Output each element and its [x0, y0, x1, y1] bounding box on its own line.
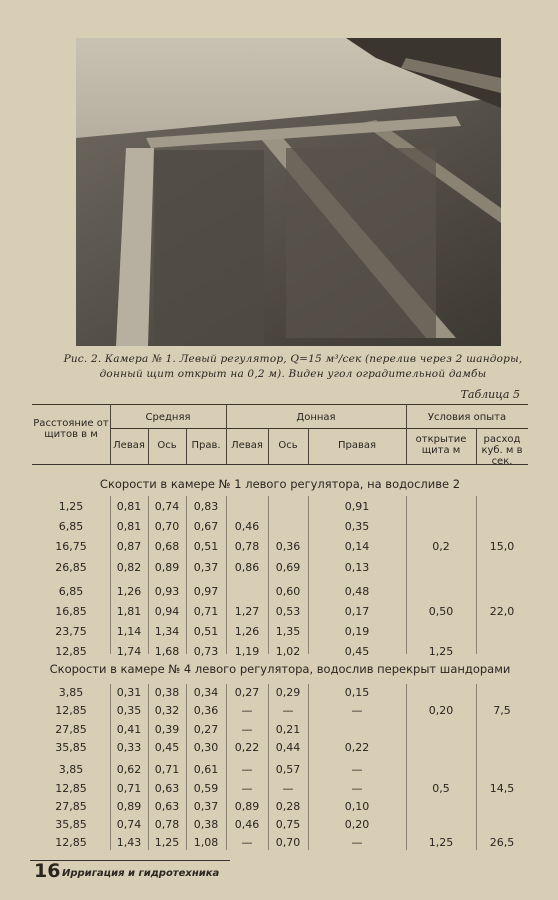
col-sep	[406, 684, 407, 850]
cell-distance: 12,85	[55, 704, 87, 718]
header-average: Средняя	[145, 412, 191, 423]
cell-bottom-right: 0,14	[344, 540, 370, 554]
header-avg-axis: Ось	[157, 440, 177, 451]
cell-avg-right: 0,37	[193, 560, 219, 574]
cell-avg-left: 0,41	[116, 722, 142, 736]
cell-bottom-right: 0,22	[344, 740, 370, 754]
cell-bottom-left: —	[241, 781, 253, 795]
cell-bottom-left: —	[241, 704, 253, 718]
page-number: 16	[34, 860, 61, 882]
col-sep	[186, 496, 187, 654]
col-sep	[406, 404, 407, 464]
col-sep	[148, 428, 149, 464]
cell-avg-left: 1,14	[116, 625, 142, 639]
cell-bottom-right: 0,20	[344, 818, 370, 832]
journal-title: Ирригация и гидротехника	[62, 868, 220, 879]
col-sep	[476, 684, 477, 850]
cell-avg-right: 0,30	[193, 740, 219, 754]
header-avg-left: Левая	[113, 440, 145, 451]
figure-caption: Рис. 2. Камера № 1. Левый регулятор, Q=15 м³/сек (перелив через 2 шандоры, донный щит открыт на 0,2 м). Виден угол оградительной дамбы	[63, 353, 523, 380]
header-discharge: расход куб. м в сек.	[481, 434, 523, 467]
figure-photo	[76, 38, 501, 346]
header-bottom-left: Левая	[231, 440, 263, 451]
cell-gate-opening: 0,50	[428, 605, 454, 618]
cell-avg-left: 0,82	[116, 560, 142, 574]
cell-gate-opening: 0,5	[432, 781, 450, 795]
cell-avg-right: 0,38	[193, 818, 219, 832]
cell-avg-left: 1,74	[116, 645, 142, 659]
cell-bottom-right: —	[351, 763, 363, 777]
cell-avg-right: 0,59	[193, 781, 219, 795]
cell-bottom-right: 0,10	[344, 799, 370, 813]
col-sep	[476, 496, 477, 654]
cell-bottom-axis: 0,28	[275, 799, 301, 813]
cell-bottom-right: 0,91	[344, 500, 370, 513]
cell-bottom-right: —	[351, 836, 363, 850]
cell-avg-left: 0,74	[116, 818, 142, 832]
cell-bottom-axis: —	[282, 781, 294, 795]
cell-bottom-right: —	[351, 781, 363, 795]
header-bottom-axis: Ось	[278, 440, 298, 451]
cell-bottom-left: 0,46	[234, 520, 260, 534]
cell-avg-axis: 0,70	[154, 520, 180, 534]
cell-bottom-left: —	[241, 836, 253, 850]
cell-bottom-left: 1,26	[234, 625, 260, 639]
cell-distance: 12,85	[55, 836, 87, 850]
cell-distance: 3,85	[58, 763, 84, 777]
cell-avg-right: 0,51	[193, 625, 219, 639]
cell-avg-axis: 0,94	[154, 605, 180, 618]
table-label: Таблица 5	[460, 388, 520, 401]
header-avg-right: Прав.	[191, 440, 221, 451]
col-sep	[308, 496, 309, 654]
col-sep	[110, 404, 111, 464]
cell-gate-opening: 1,25	[428, 836, 454, 850]
cell-bottom-left: 0,78	[234, 540, 260, 554]
cell-distance: 16,85	[55, 605, 87, 618]
col-sep	[406, 496, 407, 654]
cell-bottom-right: 0,15	[344, 686, 370, 699]
header-distance: Расстояние от щитов в м	[33, 418, 109, 440]
cell-distance: 23,75	[55, 625, 87, 639]
cell-bottom-left: 0,89	[234, 799, 260, 813]
cell-avg-axis: 1,34	[154, 625, 180, 639]
cell-distance: 16,75	[55, 540, 87, 554]
cell-avg-right: 0,71	[193, 605, 219, 618]
col-sep	[308, 684, 309, 850]
col-sep	[268, 428, 269, 464]
cell-avg-axis: 0,78	[154, 818, 180, 832]
cell-avg-left: 0,81	[116, 500, 142, 513]
cell-bottom-axis: 0,70	[275, 836, 301, 850]
section-1-title: Скорости в камере № 1 левого регулятора, на водосливе 2	[99, 477, 461, 491]
cell-avg-axis: 0,45	[154, 740, 180, 754]
cell-discharge: 14,5	[489, 781, 515, 795]
cell-avg-left: 0,35	[116, 704, 142, 718]
cell-bottom-left: 1,19	[234, 645, 260, 659]
cell-bottom-axis: 0,57	[275, 763, 301, 777]
col-sep	[226, 684, 227, 850]
cell-distance: 27,85	[55, 799, 87, 813]
cell-bottom-axis: 1,02	[275, 645, 301, 659]
cell-bottom-right: 0,45	[344, 645, 370, 659]
cell-distance: 3,85	[58, 686, 84, 699]
header-bottom-right: Правая	[337, 440, 377, 451]
cell-bottom-left: 0,27	[234, 686, 260, 699]
cell-bottom-left: 0,86	[234, 560, 260, 574]
cell-avg-right: 0,27	[193, 722, 219, 736]
header-bottom: Донная	[296, 412, 336, 423]
cell-avg-axis: 0,63	[154, 781, 180, 795]
cell-discharge: 15,0	[489, 540, 515, 554]
cell-avg-axis: 1,68	[154, 645, 180, 659]
cell-avg-left: 0,62	[116, 763, 142, 777]
cell-distance: 26,85	[55, 560, 87, 574]
cell-avg-right: 0,34	[193, 686, 219, 699]
cell-avg-axis: 0,68	[154, 540, 180, 554]
col-sep	[186, 428, 187, 464]
cell-distance: 12,85	[55, 645, 87, 659]
cell-avg-axis: 1,25	[154, 836, 180, 850]
cell-bottom-left: —	[241, 763, 253, 777]
cell-bottom-axis: —	[282, 704, 294, 718]
cell-avg-left: 0,89	[116, 799, 142, 813]
cell-bottom-left: 0,46	[234, 818, 260, 832]
col-sep	[186, 684, 187, 850]
cell-bottom-right: 0,35	[344, 520, 370, 534]
cell-avg-right: 0,83	[193, 500, 219, 513]
cell-bottom-right: 0,48	[344, 584, 370, 598]
cell-bottom-right: —	[351, 704, 363, 718]
cell-distance: 6,85	[58, 584, 84, 598]
col-sep	[476, 428, 477, 464]
cell-avg-left: 0,87	[116, 540, 142, 554]
cell-avg-right: 0,97	[193, 584, 219, 598]
cell-bottom-axis: 1,35	[275, 625, 301, 639]
cell-distance: 35,85	[55, 818, 87, 832]
cell-avg-axis: 0,39	[154, 722, 180, 736]
cell-discharge: 26,5	[489, 836, 515, 850]
cell-avg-right: 0,37	[193, 799, 219, 813]
cell-avg-left: 1,81	[116, 605, 142, 618]
cell-avg-left: 0,33	[116, 740, 142, 754]
col-sep	[110, 496, 111, 654]
header-conditions: Условия опыта	[427, 412, 507, 423]
cell-gate-opening: 0,2	[432, 540, 450, 554]
cell-distance: 1,25	[58, 500, 84, 513]
cell-avg-right: 0,61	[193, 763, 219, 777]
cell-avg-right: 0,51	[193, 540, 219, 554]
cell-bottom-right: 0,19	[344, 625, 370, 639]
cell-avg-right: 0,36	[193, 704, 219, 718]
cell-avg-axis: 0,89	[154, 560, 180, 574]
canal-photo-illustration	[76, 38, 501, 346]
cell-bottom-left: 0,22	[234, 740, 260, 754]
table-top-rule	[32, 404, 528, 405]
table-subheader-rule	[110, 428, 528, 429]
cell-bottom-axis: 0,29	[275, 686, 301, 699]
cell-avg-axis: 0,32	[154, 704, 180, 718]
header-gate-opening: открытие щита м	[415, 434, 467, 456]
cell-distance: 6,85	[58, 520, 84, 534]
cell-avg-left: 1,43	[116, 836, 142, 850]
table-header-bottom-rule	[32, 464, 528, 465]
col-sep	[268, 496, 269, 654]
cell-bottom-right: 0,17	[344, 605, 370, 618]
cell-bottom-axis: 0,75	[275, 818, 301, 832]
cell-bottom-left: —	[241, 722, 253, 736]
col-sep	[148, 684, 149, 850]
cell-discharge: 22,0	[489, 605, 515, 618]
cell-distance: 12,85	[55, 781, 87, 795]
cell-avg-left: 0,81	[116, 520, 142, 534]
cell-bottom-axis: 0,44	[275, 740, 301, 754]
cell-avg-left: 0,31	[116, 686, 142, 699]
section-2-title: Скорости в камере № 4 левого регулятора, водослив перекрыт шандорами	[49, 662, 511, 676]
cell-bottom-right: 0,13	[344, 560, 370, 574]
cell-gate-opening: 0,20	[428, 704, 454, 718]
cell-bottom-axis: 0,60	[275, 584, 301, 598]
cell-avg-right: 0,67	[193, 520, 219, 534]
cell-avg-left: 0,71	[116, 781, 142, 795]
cell-bottom-axis: 0,21	[275, 722, 301, 736]
cell-distance: 27,85	[55, 722, 87, 736]
col-sep	[308, 428, 309, 464]
col-sep	[148, 496, 149, 654]
cell-avg-axis: 0,74	[154, 500, 180, 513]
cell-avg-axis: 0,38	[154, 686, 180, 699]
cell-gate-opening: 1,25	[428, 645, 454, 659]
cell-avg-left: 1,26	[116, 584, 142, 598]
cell-avg-axis: 0,63	[154, 799, 180, 813]
cell-bottom-left: 1,27	[234, 605, 260, 618]
col-sep	[110, 684, 111, 850]
col-sep	[268, 684, 269, 850]
cell-bottom-axis: 0,36	[275, 540, 301, 554]
cell-distance: 35,85	[55, 740, 87, 754]
cell-avg-right: 1,08	[193, 836, 219, 850]
cell-avg-axis: 0,71	[154, 763, 180, 777]
cell-discharge: 7,5	[493, 704, 511, 718]
cell-avg-right: 0,73	[193, 645, 219, 659]
col-sep	[226, 496, 227, 654]
cell-bottom-axis: 0,53	[275, 605, 301, 618]
col-sep	[226, 404, 227, 464]
cell-bottom-axis: 0,69	[275, 560, 301, 574]
cell-avg-axis: 0,93	[154, 584, 180, 598]
